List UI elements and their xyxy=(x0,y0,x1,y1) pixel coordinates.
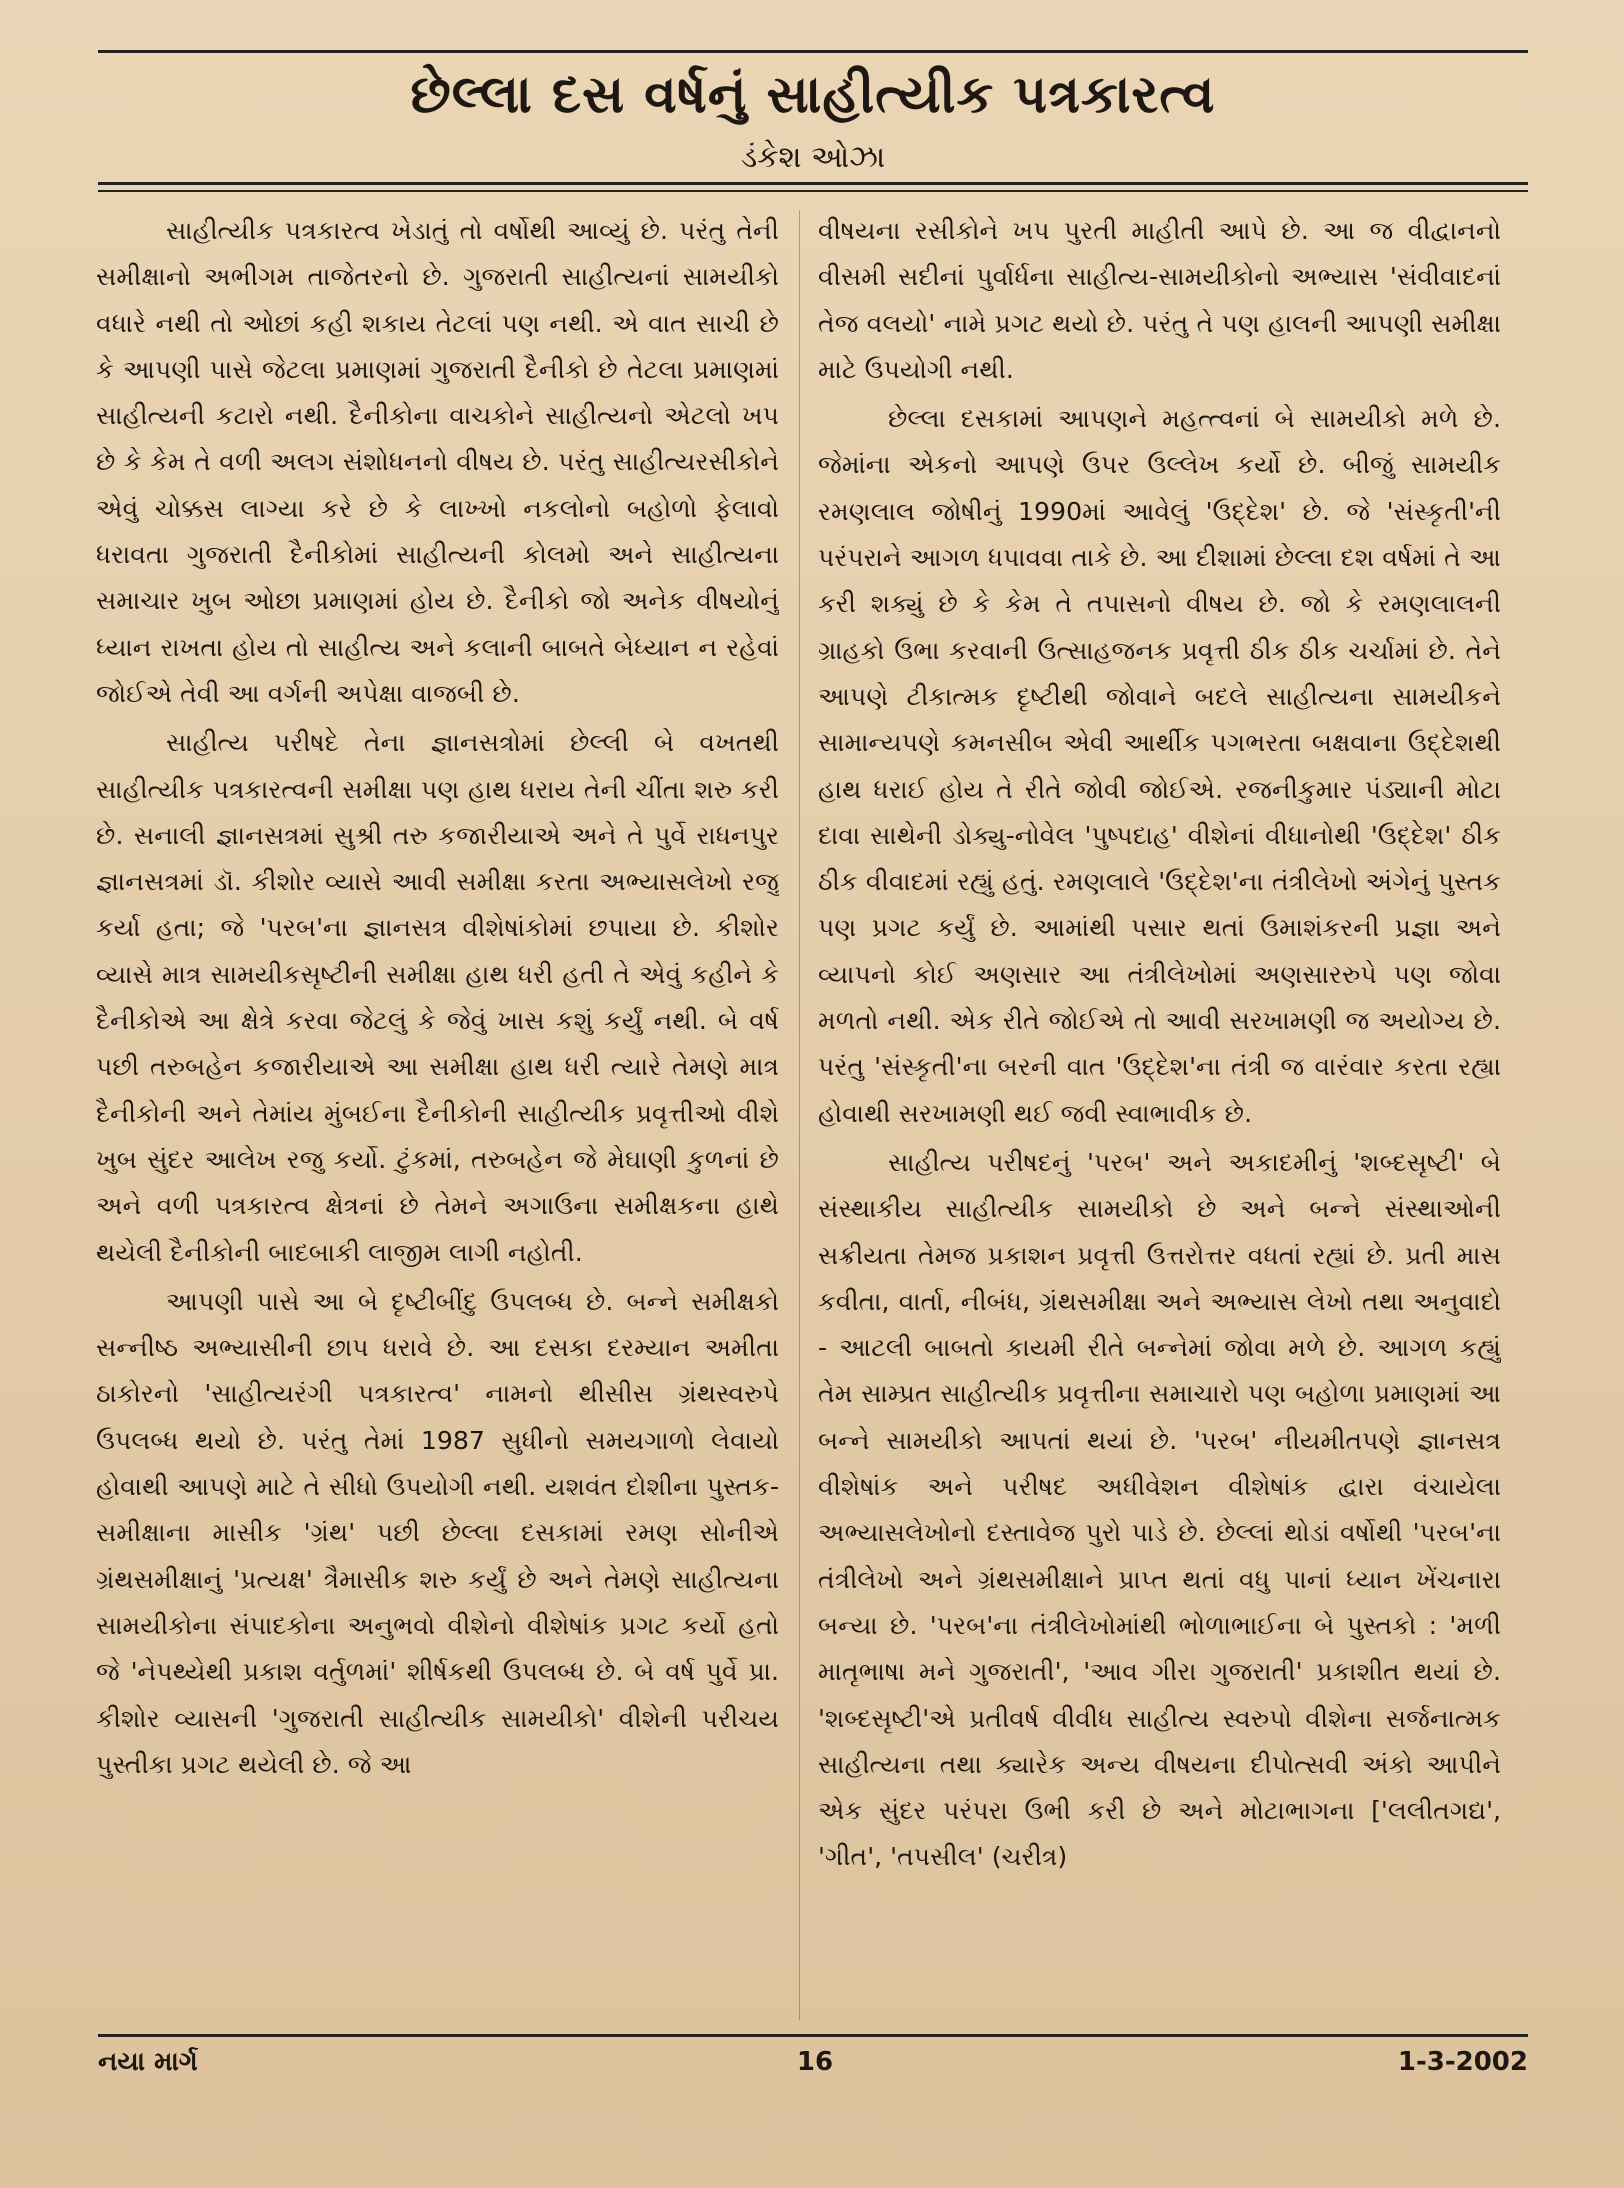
column-divider xyxy=(799,210,800,2020)
publication-name: નયા માર્ગ xyxy=(98,2047,198,2077)
paragraph: આપણી પાસે આ બે દૃષ્ટીબીંદુ ઉપલબ્ધ છે. બન્ને સમીક્ષકો સન્નીષ્ઠ અભ્યાસીની છાપ ધરાવે છે. આ દસકા દરમ્યાન અમીતા ઠાકોરનો 'સાહીત્યરંગી પત્રકારત્વ' નામનો થીસીસ ગ્રંથસ્વરુપે ઉપલબ્ધ થયો છે. પરંતુ તેમાં 1987 સુધીનો સમયગાળો લેવાયો હોવાથી આપણે માટે તે સીધો ઉપયોગી નથી. યશવંત દોશીના પુસ્તક-સમીક્ષાના માસીક 'ગ્રંથ' પછી છેલ્લા દસકામાં રમણ સોનીએ ગ્રંથસમીક્ષાનું 'પ્રત્યક્ષ' ત્રૈમાસીક શરુ કર્યું છે અને તેમણે સાહીત્યના સામયીકોના સંપાદકોના અનુભવો વીશેનો વીશેષાંક પ્રગટ કર્યો હતો જે 'નેપથ્યેથી પ્રકાશ વર્તુળમાં' શીર્ષકથી ઉપલબ્ધ છે. બે વર્ષ પુર્વે પ્રા. કીશોર વ્યાસની 'ગુજરાતી સાહીત્યીક સામયીકો' વીશેની પરીચય પુસ્તીકા પ્રગટ થયેલી છે. જે આ xyxy=(96,1286,779,1779)
top-rule xyxy=(98,50,1528,53)
paragraph: છેલ્લા દસકામાં આપણને મહત્ત્વનાં બે સામયીકો મળે છે. જેમાંના એકનો આપણે ઉપર ઉલ્લેખ કર્યો છે. બીજું સામયીક રમણલાલ જોષીનું 1990માં આવેલું 'ઉદ્દેશ' છે. જે 'સંસ્કૃતી'ની પરંપરાને આગળ ધપાવવા તાકે છે. આ દીશામાં છેલ્લા દશ વર્ષમાં તે આ કરી શક્યું છે કે કેમ તે તપાસનો વીષય છે. જો કે રમણલાલની ગ્રાહકો ઉભા કરવાની ઉત્સાહજનક પ્રવૃત્તી ઠીક ઠીક ચર્ચામાં છે. તેને આપણે ટીકાત્મક દૃષ્ટીથી જોવાને બદલે સાહીત્યના સામયીકને સામાન્યપણે કમનસીબ એવી આર્થીક પગભરતા બક્ષવાના ઉદ્દેશથી હાથ ધરાઈ હોય તે રીતે જોવી જોઈએ. રજનીકુમાર પંડ્યાની મોટા દાવા સાથેની ડોક્યુ-નોવેલ 'પુષ્પદાહ' વીશેનાં વીધાનોથી 'ઉદ્દેશ' ઠીક ઠીક વીવાદમાં રહ્યું હતું. રમણલાલે 'ઉદ્દેશ'ના તંત્રીલેખો અંગેનું પુસ્તક પણ પ્રગટ કર્યું છે. આમાંથી પસાર થતાં ઉમાશંકરની પ્રજ્ઞા અને વ્યાપનો કોઈ અણસાર આ તંત્રીલેખોમાં અણસારરુપે પણ જોવા મળતો નથી. એક રીતે જોઈએ તો આવી સરખામણી જ અયોગ્ય છે. પરંતુ 'સંસ્કૃતી'ના બરની વાત 'ઉદ્દેશ'ના તંત્રી જ વારંવાર કરતા રહ્યા હોવાથી સરખામણી થઈ જવી સ્વાભાવીક છે. xyxy=(818,404,1501,1128)
right-column xyxy=(818,208,1501,2023)
article-title: છેલ્લા દસ વર્ષનું સાહીત્યીક પત્રકારત્વ xyxy=(410,65,1216,125)
left-column xyxy=(96,208,779,2023)
issue-date: 1-3-2002 xyxy=(1397,2047,1528,2077)
paragraph: સાહીત્ય પરીષદે તેના જ્ઞાનસત્રોમાં છેલ્લી બે વખતથી સાહીત્યીક પત્રકારત્વની સમીક્ષા પણ હાથ ધરાય તેની ચીંતા શરુ કરી છે. સનાલી જ્ઞાનસત્રમાં સુશ્રી તરુ કજારીયાએ અને તે પુર્વે રાધનપુર જ્ઞાનસત્રમાં ડૉ. કીશોર વ્યાસે આવી સમીક્ષા કરતા અભ્યાસલેખો રજુ કર્યા હતા; જે 'પરબ'ના જ્ઞાનસત્ર વીશેષાંકોમાં છપાયા છે. કીશોર વ્યાસે માત્ર સામયીકસૃષ્ટીની સમીક્ષા હાથ ધરી હતી તે એવું કહીને કે દૈનીકોએ આ ક્ષેત્રે કરવા જેટલું કે જેવું ખાસ કશું કર્યું નથી. બે વર્ષ પછી તરુબહેન કજારીયાએ આ સમીક્ષા હાથ ધરી ત્યારે તેમણે માત્ર દૈનીકોની અને તેમાંય મુંબઈના દૈનીકોની સાહીત્યીક પ્રવૃત્તીઓ વીશે ખુબ સુંદર આલેખ રજુ કર્યો. ટુંકમાં, તરુબહેન જે મેઘાણી કુળનાં છે અને વળી પત્રકારત્વ ક્ષેત્રનાં છે તેમને અગાઉના સમીક્ષકના હાથે થયેલી દૈનીકોની બાદબાકી લાજીમ લાગી નહોતી. xyxy=(96,728,779,1267)
article-author: ડંકેશ ઓઝા xyxy=(740,140,886,175)
footer-rule xyxy=(98,2034,1528,2037)
page-number: 16 xyxy=(796,2047,834,2077)
paragraph: સાહીત્ય પરીષદનું 'પરબ' અને અકાદમીનું 'શબ્દસૃષ્ટી' બે સંસ્થાકીય સાહીત્યીક સામયીકો છે અને બન્ને સંસ્થાઓની સક્રીયતા તેમજ પ્રકાશન પ્રવૃત્તી ઉત્તરોત્તર વધતાં રહ્યાં છે. પ્રતી માસ કવીતા, વાર્તા, નીબંધ, ગ્રંથસમીક્ષા અને અભ્યાસ લેખો તથા અનુવાદો - આટલી બાબતો કાયમી રીતે બન્નેમાં જોવા મળે છે. આગળ કહ્યું તેમ સામ્પ્રત સાહીત્યીક પ્રવૃત્તીના સમાચારો પણ બહોળા પ્રમાણમાં આ બન્ને સામયીકો આપતાં થયાં છે. 'પરબ' નીયમીતપણે જ્ઞાનસત્ર વીશેષાંક અને પરીષદ અધીવેશન વીશેષાંક દ્વારા વંચાયેલા અભ્યાસલેખોનો દસ્તાવેજ પુરો પાડે છે. છેલ્લાં થોડાં વર્ષોથી 'પરબ'ના તંત્રીલેખો અને ગ્રંથસમીક્ષાને પ્રાપ્ત થતાં વધુ પાનાં ધ્યાન ખેંચનારા બન્યા છે. 'પરબ'ના તંત્રીલેખોમાંથી ભોળાભાઈના બે પુસ્તકો : 'મળી માતૃભાષા મને ગુજરાતી', 'આવ ગીરા ગુજરાતી' પ્રકાશીત થયાં છે. 'શબ્દસૃષ્ટી'એ પ્રતીવર્ષ વીવીધ સાહીત્ય સ્વરુપો વીશેના સર્જનાત્મક સાહીત્યના તથા ક્યારેક અન્ય વીષયના દીપોત્સવી અંકો આપીને એક સુંદર પરંપરા ઉભી કરી છે અને મોટાભાગના ['લલીતગદ્ય', 'ગીત', 'તપસીલ' (ચરીત્ર) xyxy=(818,1147,1501,1872)
paragraph: વીષયના રસીકોને ખપ પુરતી માહીતી આપે છે. આ જ વીદ્વાનનો વીસમી સદીનાં પુર્વાર્ધના સાહીત્ય-સામયીકોનો અભ્યાસ 'સંવીવાદનાં તેજ વલયો' નામે પ્રગટ થયો છે. પરંતુ તે પણ હાલની આપણી સમીક્ષા માટે ઉપયોગી નથી. xyxy=(818,216,1501,384)
header-rule-thin xyxy=(98,190,1528,192)
paragraph: સાહીત્યીક પત્રકારત્વ ખેડાતું તો વર્ષોથી આવ્યું છે. પરંતુ તેની સમીક્ષાનો અભીગમ તાજેતરનો છે. ગુજરાતી સાહીત્યનાં સામયીકો વધારે નથી તો ઓછાં કહી શકાય તેટલાં પણ નથી. એ વાત સાચી છે કે આપણી પાસે જેટલા પ્રમાણમાં ગુજરાતી દૈનીકો છે તેટલા પ્રમાણમાં સાહીત્યની કટારો નથી. દૈનીકોના વાચકોને સાહીત્યનો એટલો ખપ છે કે કેમ તે વળી અલગ સંશોધનનો વીષય છે. પરંતુ સાહીત્યરસીકોને એવું ચોક્કસ લાગ્યા કરે છે કે લાખ્ખો નકલોનો બહોળો ફેલાવો ધરાવતા ગુજરાતી દૈનીકોમાં સાહીત્યની કોલમો અને સાહીત્યના સમાચાર ખુબ ઓછા પ્રમાણમાં હોય છે. દૈનીકો જો અનેક વીષયોનું ધ્યાન રાખતા હોય તો સાહીત્ય અને કલાની બાબતે બેધ્યાન ન રહેવાં જોઈએ તેવી આ વર્ગની અપેક્ષા વાજબી છે. xyxy=(96,216,779,708)
header-rule-thick xyxy=(98,182,1528,185)
